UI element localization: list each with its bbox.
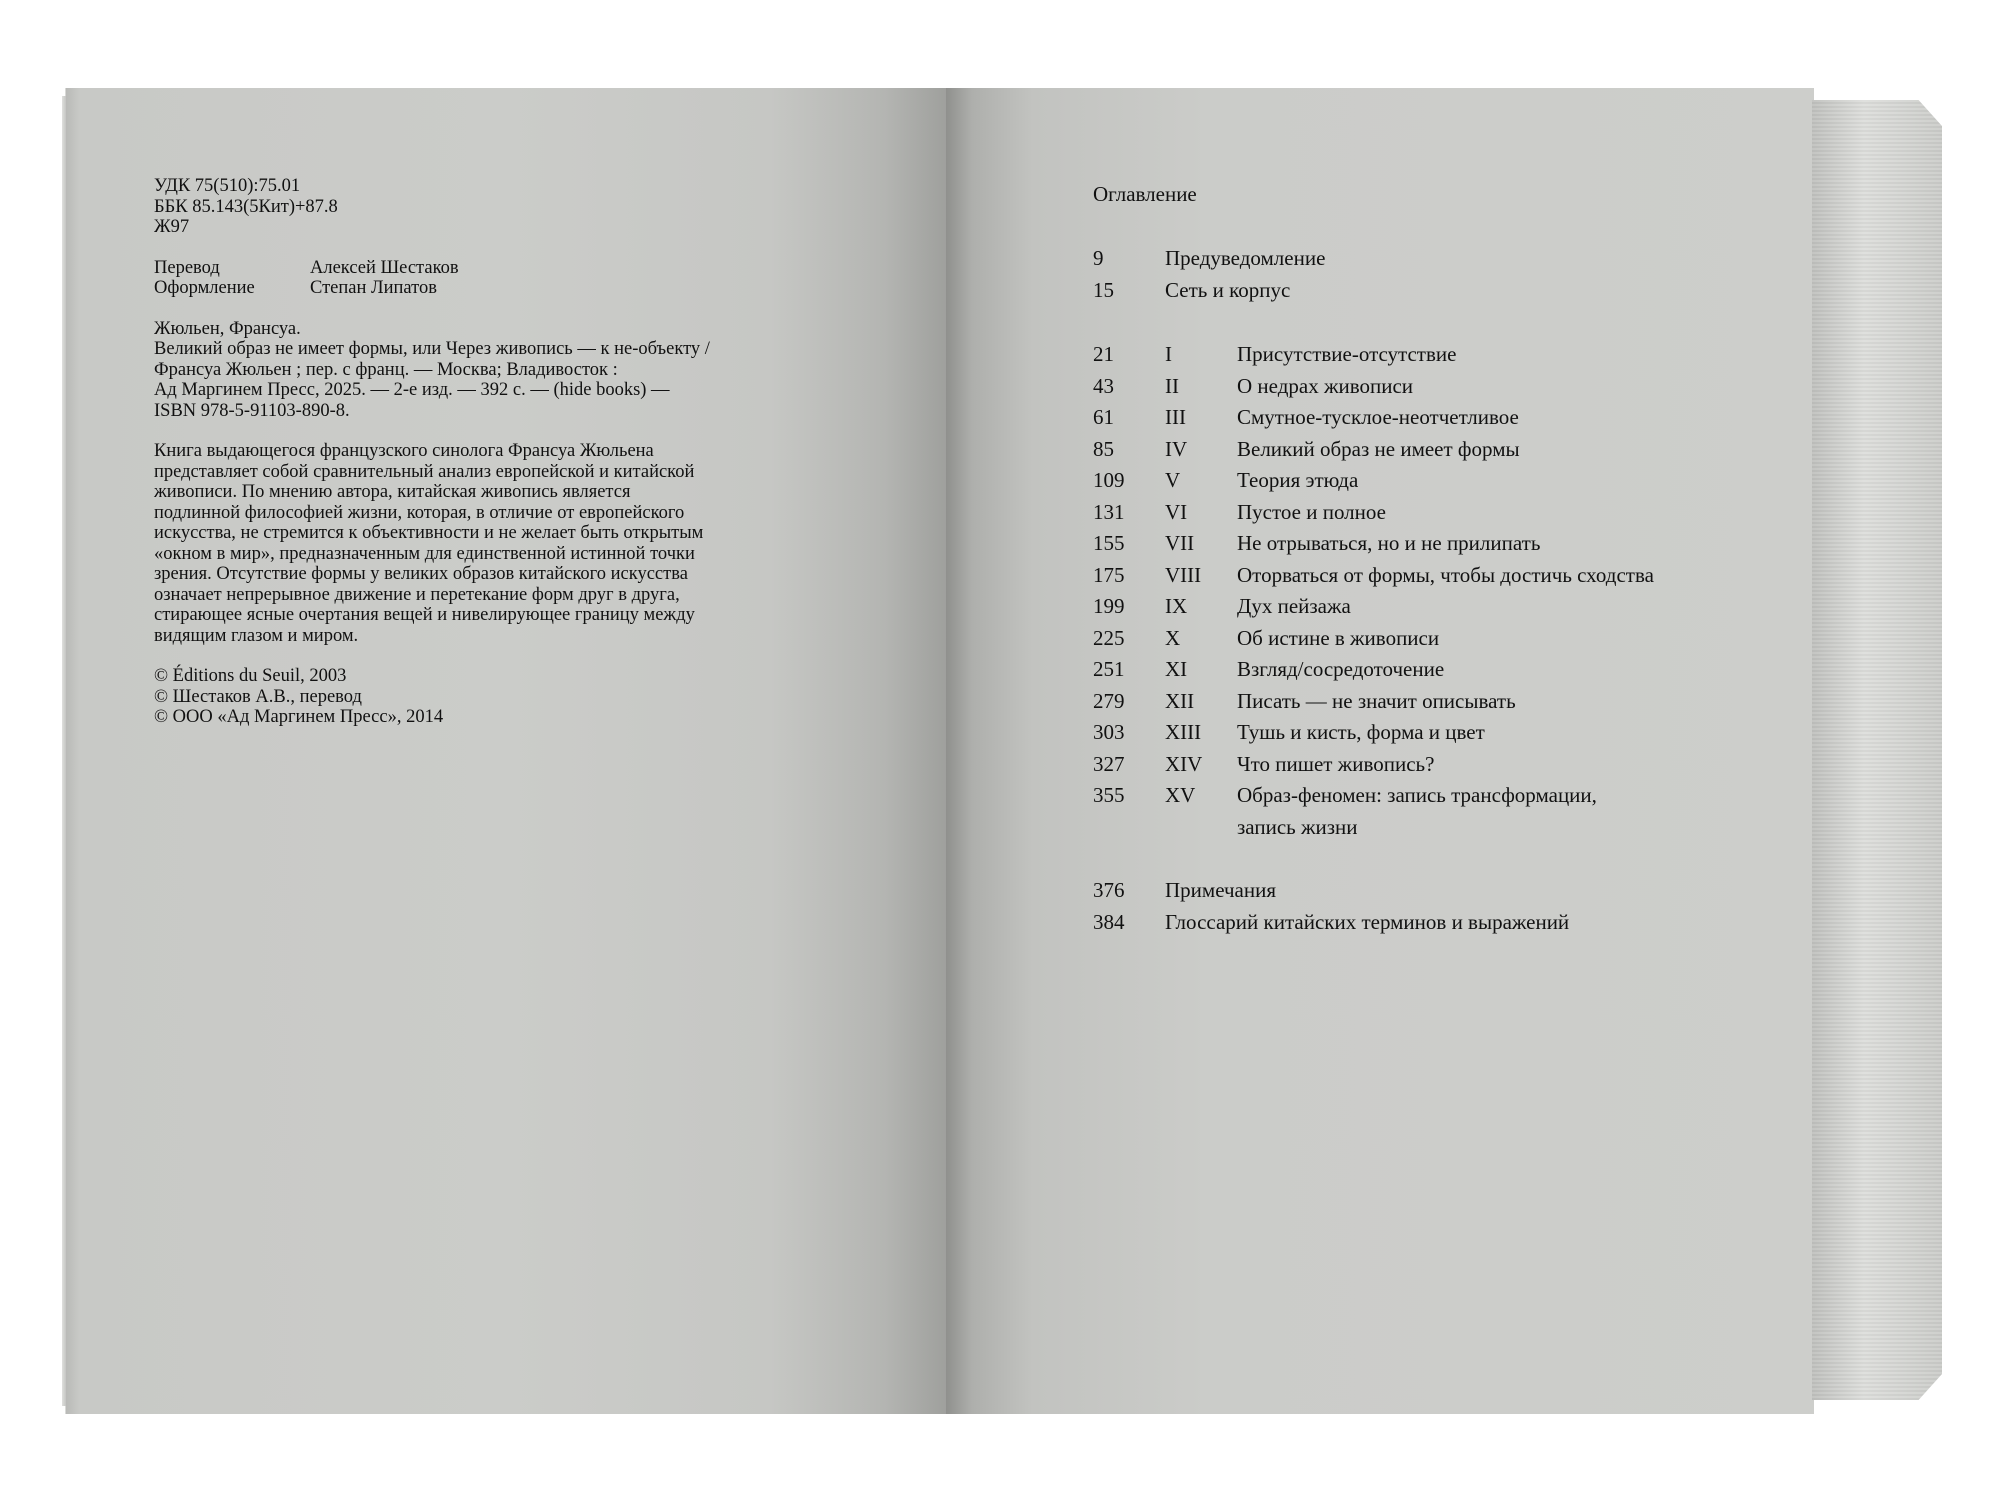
- annotation: [154, 441, 754, 646]
- toc-entry-title: Об истине в живописи: [1237, 625, 1440, 650]
- annotation-line: искусства, не стремится к объективности и не желает быть открытым: [154, 523, 704, 543]
- credit-row: [154, 278, 754, 299]
- bib-line: Великий образ не имеет формы, или Через живопись — к не-объекту /: [154, 339, 710, 359]
- credit-name: Алексей Шестаков: [310, 257, 459, 278]
- page-block-edges: [1812, 100, 1942, 1400]
- toc-page-number: 131: [1093, 499, 1125, 524]
- annotation-line: представляет собой сравнительный анализ европейской и китайской: [154, 461, 695, 482]
- annotation-line: живописи. По мнению автора, китайская живопись является: [154, 482, 631, 502]
- toc-page-number: 199: [1093, 594, 1125, 618]
- annotation-line: стирающее ясные очертания вещей и нивелирующее границу между: [154, 605, 695, 625]
- toc-entry-title: Что пишет живопись?: [1237, 751, 1435, 776]
- udk-code: УДК 75(510):75.01: [154, 176, 301, 196]
- toc-page-number: 355: [1093, 783, 1125, 807]
- toc-entry-title: Оторваться от формы, чтобы достичь сходства: [1237, 562, 1654, 587]
- toc-entry-title: Присутствие-отсутствие: [1237, 342, 1457, 366]
- toc-entry-title: Предуведомление: [1165, 246, 1326, 270]
- toc-page-number: 384: [1093, 909, 1125, 934]
- toc-page-number: 327: [1093, 751, 1125, 776]
- toc-chapter-number: VI: [1165, 499, 1188, 524]
- bibliographic-record: [154, 319, 754, 422]
- toc-chapter-number: IX: [1165, 594, 1188, 618]
- toc-entry-title: Взгляд/сосредоточение: [1237, 657, 1445, 681]
- toc-page-number: 85: [1093, 436, 1114, 461]
- toc-entry-title: Не отрываться, но и не прилипать: [1237, 531, 1541, 555]
- toc-page-number: 43: [1093, 373, 1114, 398]
- toc-page-number: 155: [1093, 531, 1125, 555]
- classification-codes: [154, 176, 754, 238]
- toc-chapter-number: XII: [1165, 688, 1195, 713]
- annotation-line: Книга выдающегося французского синолога Франсуа Жюльена: [154, 441, 654, 461]
- credit-role: Оформление: [154, 278, 255, 298]
- toc-entry-title: Глоссарий китайских терминов и выражений: [1165, 909, 1570, 934]
- annotation-line: видящим глазом и миром.: [154, 625, 359, 646]
- toc-chapter-number: II: [1165, 373, 1179, 398]
- toc-entry-title: Сеть и корпус: [1165, 278, 1291, 302]
- toc-entry-title: Примечания: [1165, 878, 1277, 902]
- toc-page-number: 279: [1093, 688, 1125, 713]
- toc-entry-title: О недрах живописи: [1237, 373, 1414, 398]
- bib-line: ISBN 978-5-91103-890-8.: [154, 400, 350, 421]
- toc-entry-title: Пустое и полное: [1237, 499, 1386, 524]
- credit-name: Степан Липатов: [310, 278, 437, 298]
- toc-page-number: 251: [1093, 657, 1125, 681]
- toc-entry-title: Образ-феномен: запись трансформации,: [1237, 783, 1597, 807]
- toc-chapter-number: XIV: [1165, 751, 1203, 776]
- toc-page-number: 61: [1093, 405, 1114, 429]
- annotation-line: означает непрерывное движение и перетекание форм друг в друга,: [154, 584, 680, 605]
- toc-chapter-number: I: [1165, 342, 1172, 366]
- toc-page-number: 15: [1093, 278, 1114, 302]
- toc-page-number: 175: [1093, 562, 1125, 587]
- toc-chapter-number: VIII: [1165, 562, 1202, 587]
- toc-page-number: 225: [1093, 625, 1125, 650]
- toc-page-number: 9: [1093, 246, 1104, 270]
- copyright-line: © ООО «Ад Маргинем Пресс», 2014: [154, 707, 444, 727]
- annotation-line: подлинной философией жизни, которая, в отличие от европейского: [154, 502, 685, 523]
- copyright-line: © Éditions du Seuil, 2003: [154, 666, 347, 686]
- toc-page-number: 376: [1093, 878, 1125, 902]
- toc-chapter-number: XV: [1165, 783, 1196, 807]
- toc-entry-title: Теория этюда: [1237, 468, 1359, 492]
- annotation-line: «окном в мир», предназначенным для единственной истинной точки: [154, 543, 695, 564]
- bbk-code: ББК 85.143(5Кит)+87.8: [154, 196, 338, 217]
- toc-chapter-number: III: [1165, 405, 1186, 429]
- toc-title: Оглавление: [1093, 182, 1197, 206]
- credit-role: Перевод: [154, 257, 220, 278]
- toc-entry-title: Дух пейзажа: [1237, 594, 1351, 618]
- author-mark: Ж97: [154, 217, 190, 237]
- colophon: [154, 176, 754, 748]
- bib-line: Франсуа Жюльен ; пер. с франц. — Москва; Владивосток :: [154, 359, 618, 380]
- toc-page-number: 21: [1093, 342, 1114, 366]
- annotation-line: зрения. Отсутствие формы у великих образов китайского искусства: [154, 564, 688, 584]
- toc-entry-title-continuation: запись жизни: [1237, 814, 1358, 839]
- toc-chapter-number: X: [1165, 625, 1181, 650]
- bib-line: Жюльен, Франсуа.: [154, 318, 301, 339]
- toc-page-number: 303: [1093, 720, 1125, 744]
- copyrights: [154, 666, 754, 728]
- toc-entry-title: Тушь и кисть, форма и цвет: [1237, 720, 1485, 744]
- bib-line: Ад Маргинем Пресс, 2025. — 2-е изд. — 392 с. — (hide books) —: [154, 380, 670, 400]
- toc-entry-title: Смутное-тусклое-неотчетливое: [1237, 405, 1519, 429]
- credit-row: [154, 258, 754, 279]
- credits: [154, 258, 754, 299]
- toc-chapter-number: VII: [1165, 531, 1195, 555]
- toc-chapter-number: IV: [1165, 436, 1188, 461]
- toc-entry-title: Писать — не значит описывать: [1237, 688, 1516, 713]
- toc-chapter-number: XIII: [1165, 720, 1202, 744]
- toc-chapter-number: XI: [1165, 657, 1188, 681]
- toc-page-number: 109: [1093, 468, 1125, 492]
- copyright-line: © Шестаков А.В., перевод: [154, 686, 362, 707]
- toc-entry-title: Великий образ не имеет формы: [1237, 436, 1520, 461]
- toc-chapter-number: V: [1165, 468, 1181, 492]
